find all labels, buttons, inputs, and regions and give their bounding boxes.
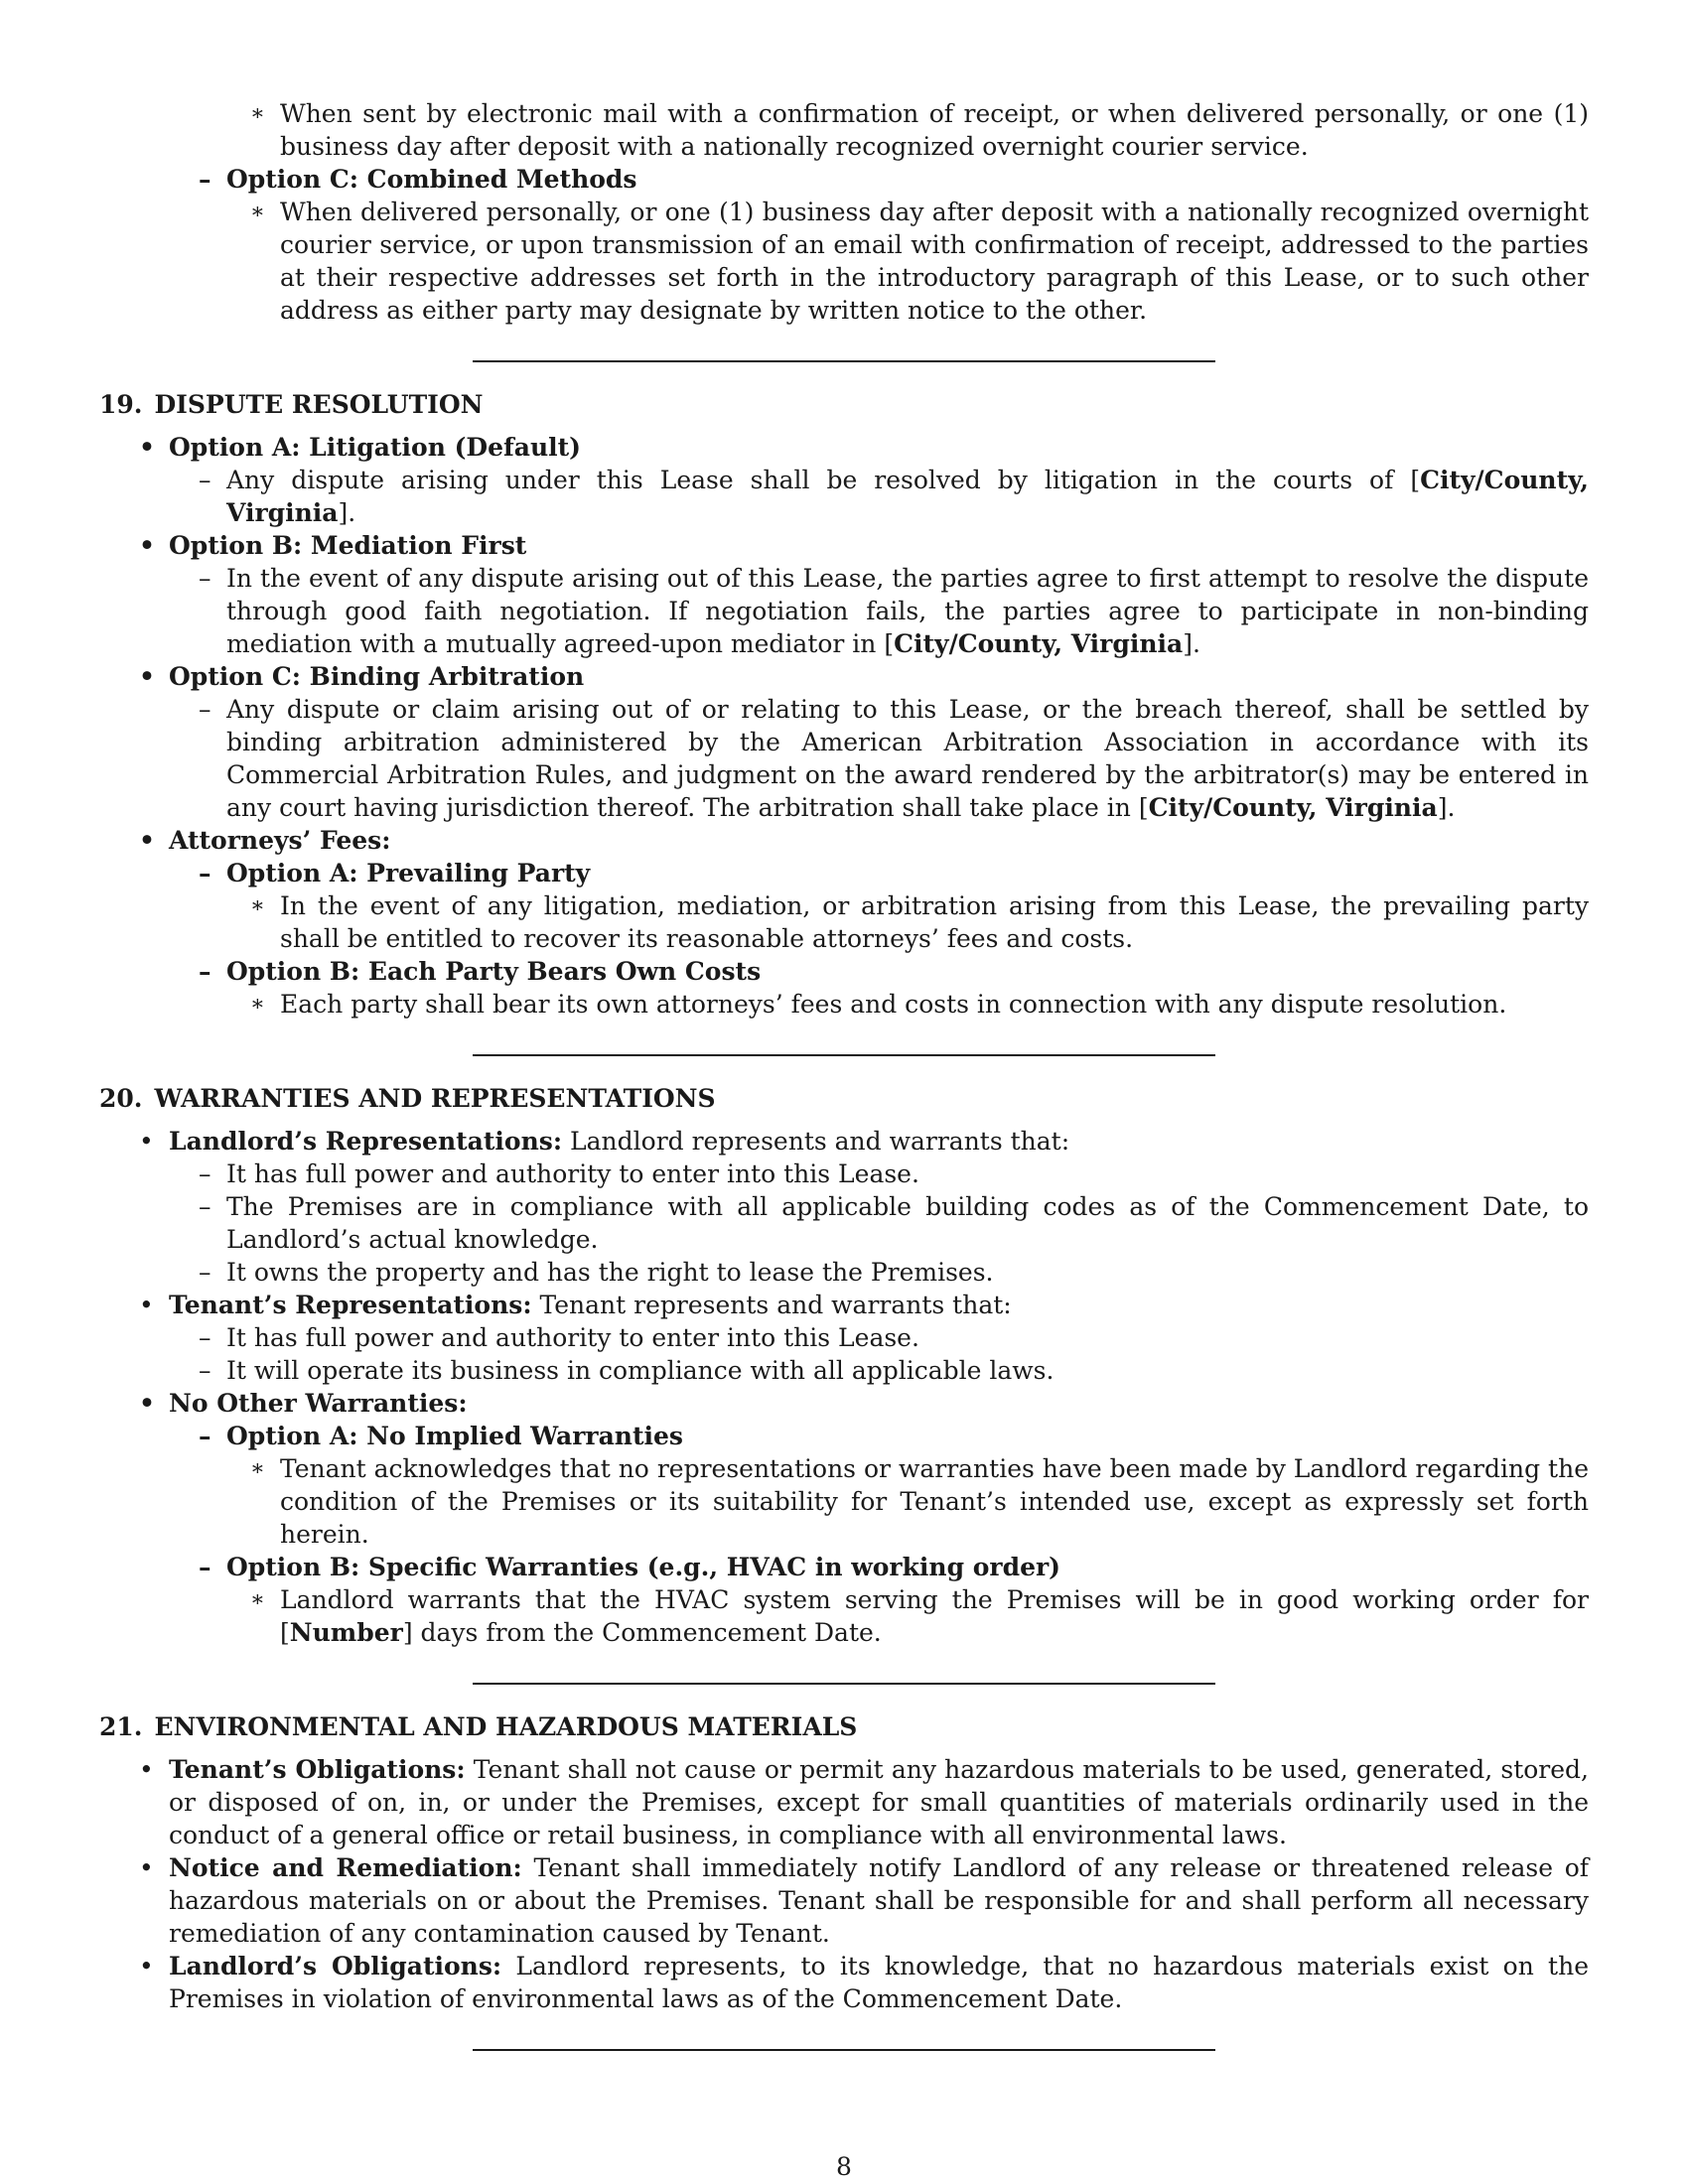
dispute-option-c-text: – Any dispute or claim arising out of or relating to this Lease, or the breach thereof, shall be settled by binding arbitration administered by the American Arbitration Association in accordance with its Commercial Arbitration Rules, and judgment on the award rendered by the arbitrator(s) may be entered in any court having jurisdiction thereof. The arbitration shall take place in [City/County, Virginia]. xyxy=(226,693,1589,824)
notice-option-c-label: – Option C: Combined Methods xyxy=(226,163,1589,196)
section-divider xyxy=(473,360,1215,362)
dispute-option-b-label: • Option B: Mediation First xyxy=(169,529,1589,562)
section-number: 19. xyxy=(99,390,143,419)
landlord-obligations: • Landlord’s Obligations: Landlord represents, to its knowledge, that no hazardous materials exist on the Premises in violation of environmental laws as of the Commencement Date. xyxy=(169,1950,1589,2015)
section-heading-21 xyxy=(99,1710,1589,1743)
notice-option-c-item: ∗ When delivered personally, or one (1) business day after deposit with a nationally recognized overnight courier service, or upon transmission of an email with confirmation of receipt, addressed to the parties at their respective addresses set forth in the introductory paragraph of this Lease, or to such other address as either party may designate by written notice to the other. xyxy=(280,196,1589,327)
warranties-option-b-label: – Option B: Specific Warranties (e.g., HVAC in working order) xyxy=(226,1551,1589,1583)
tenant-obligations: • Tenant’s Obligations: Tenant shall not cause or permit any hazardous materials to be used, generated, stored, or disposed of on, in, or under the Premises, except for small quantities of materials ordinarily used in the conduct of a general office or retail business, in compliance with all environmental laws. xyxy=(169,1753,1589,1851)
landlord-rep-item: – The Premises are in compliance with all applicable building codes as of the Commencement Date, to Landlord’s actual knowledge. xyxy=(226,1190,1589,1256)
attorneys-fees-label: • Attorneys’ Fees: xyxy=(169,824,1589,857)
no-other-warranties-label: • No Other Warranties: xyxy=(169,1387,1589,1420)
warranties-option-a-label: – Option A: No Implied Warranties xyxy=(226,1420,1589,1452)
section-heading-19 xyxy=(99,388,1589,421)
dispute-option-c-label: • Option C: Binding Arbitration xyxy=(169,660,1589,693)
section-title: DISPUTE RESOLUTION xyxy=(154,390,484,419)
section-divider xyxy=(473,1683,1215,1685)
notice-option-b-item: ∗ When sent by electronic mail with a confirmation of receipt, or when delivered personally, or one (1) business day after deposit with a nationally recognized overnight courier service. xyxy=(280,97,1589,163)
section-number: 21. xyxy=(99,1712,143,1741)
document-page xyxy=(99,97,1589,2077)
section-number: 20. xyxy=(99,1084,143,1113)
tenant-representations: • Tenant’s Representations: Tenant represents and warrants that: xyxy=(169,1289,1589,1321)
section-divider xyxy=(473,2049,1215,2051)
warranties-option-b-item: ∗ Landlord warrants that the HVAC system serving the Premises will be in good working order for [Number] days from the Commencement Date. xyxy=(280,1583,1589,1649)
fees-option-a-label: – Option A: Prevailing Party xyxy=(226,857,1589,889)
section-heading-20 xyxy=(99,1082,1589,1115)
section-title: WARRANTIES AND REPRESENTATIONS xyxy=(154,1084,716,1113)
landlord-rep-item: – It owns the property and has the right to lease the Premises. xyxy=(226,1256,1589,1289)
warranties-option-a-item: ∗ Tenant acknowledges that no representations or warranties have been made by Landlord regarding the condition of the Premises or its suitability for Tenant’s intended use, except as expressly set forth herein. xyxy=(280,1452,1589,1551)
tenant-rep-item: – It will operate its business in compliance with all applicable laws. xyxy=(226,1354,1589,1387)
section-divider xyxy=(473,1054,1215,1056)
dispute-option-a-label: • Option A: Litigation (Default) xyxy=(169,431,1589,464)
section-title: ENVIRONMENTAL AND HAZARDOUS MATERIALS xyxy=(154,1712,858,1741)
page-number: 8 xyxy=(836,2152,852,2181)
fees-option-b-label: – Option B: Each Party Bears Own Costs xyxy=(226,955,1589,988)
dispute-option-a-text: – Any dispute arising under this Lease shall be resolved by litigation in the courts of [City/County, Virginia]. xyxy=(226,464,1589,529)
dispute-option-b-text: – In the event of any dispute arising out of this Lease, the parties agree to first attempt to resolve the dispute through good faith negotiation. If negotiation fails, the parties agree to participate in non-binding mediation with a mutually agreed-upon mediator in [City/County, Virginia]. xyxy=(226,562,1589,660)
notice-and-remediation: • Notice and Remediation: Tenant shall immediately notify Landlord of any release or threatened release of hazardous materials on or about the Premises. Tenant shall be responsible for and shall perform all necessary remediation of any contamination caused by Tenant. xyxy=(169,1851,1589,1950)
fees-option-a-item: ∗ In the event of any litigation, mediation, or arbitration arising from this Lease, the prevailing party shall be entitled to recover its reasonable attorneys’ fees and costs. xyxy=(280,889,1589,955)
landlord-representations: • Landlord’s Representations: Landlord represents and warrants that: xyxy=(169,1125,1589,1158)
landlord-rep-item: – It has full power and authority to enter into this Lease. xyxy=(226,1158,1589,1190)
fees-option-b-item: ∗ Each party shall bear its own attorneys’ fees and costs in connection with any dispute resolution. xyxy=(280,988,1589,1021)
tenant-rep-item: – It has full power and authority to enter into this Lease. xyxy=(226,1321,1589,1354)
